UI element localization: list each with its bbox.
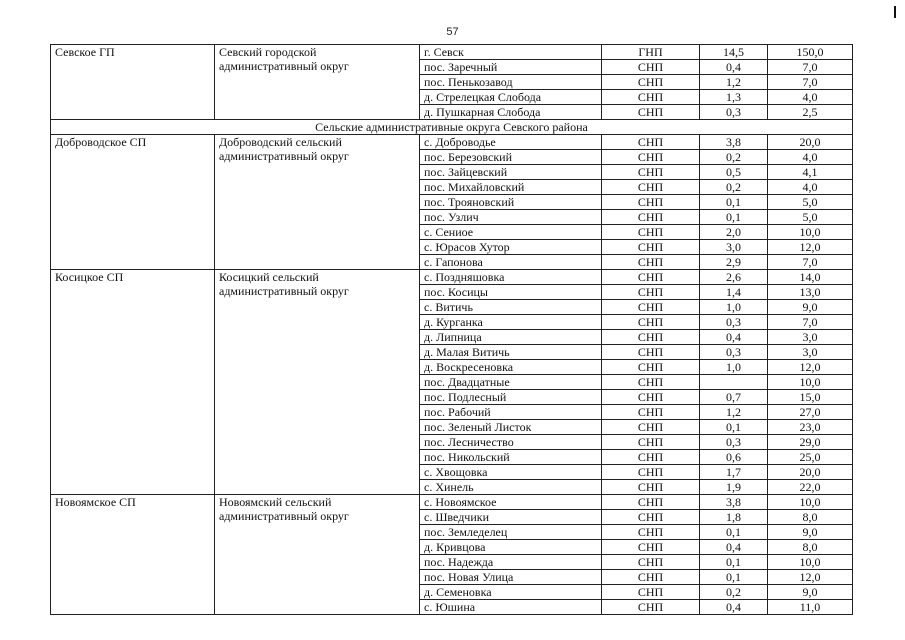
value-1-cell: 1,2 — [700, 75, 768, 90]
section-title: Сельские административные округа Севского района — [51, 120, 853, 135]
value-2-cell: 22,0 — [768, 480, 853, 495]
locality-type-cell: СНП — [602, 75, 700, 90]
value-2-cell: 15,0 — [768, 390, 853, 405]
locality-name-cell: пос. Новая Улица — [420, 570, 602, 585]
locality-name-cell: д. Воскресеновка — [420, 360, 602, 375]
value-2-cell: 9,0 — [768, 585, 853, 600]
value-1-cell: 0,3 — [700, 105, 768, 120]
value-2-cell: 8,0 — [768, 510, 853, 525]
value-1-cell: 3,8 — [700, 495, 768, 510]
value-2-cell: 7,0 — [768, 255, 853, 270]
locality-name-cell: с. Хинель — [420, 480, 602, 495]
value-2-cell: 5,0 — [768, 195, 853, 210]
locality-type-cell: СНП — [602, 420, 700, 435]
value-2-cell: 150,0 — [768, 45, 853, 60]
value-1-cell: 1,0 — [700, 360, 768, 375]
locality-name-cell: д. Стрелецкая Слобода — [420, 90, 602, 105]
value-2-cell: 7,0 — [768, 315, 853, 330]
locality-name-cell: с. Поздняшовка — [420, 270, 602, 285]
locality-name-cell: пос. Надежда — [420, 555, 602, 570]
value-2-cell: 23,0 — [768, 420, 853, 435]
locality-name-cell: д. Кривцова — [420, 540, 602, 555]
value-1-cell: 0,1 — [700, 570, 768, 585]
value-1-cell: 0,5 — [700, 165, 768, 180]
locality-type-cell: СНП — [602, 150, 700, 165]
locality-type-cell: СНП — [602, 480, 700, 495]
value-2-cell: 20,0 — [768, 135, 853, 150]
table-row — [51, 45, 853, 60]
locality-name-cell: пос. Заречный — [420, 60, 602, 75]
value-1-cell: 0,1 — [700, 555, 768, 570]
value-1-cell: 0,4 — [700, 540, 768, 555]
locality-type-cell: СНП — [602, 405, 700, 420]
value-2-cell: 9,0 — [768, 300, 853, 315]
locality-name-cell: д. Малая Витичь — [420, 345, 602, 360]
value-1-cell: 1,4 — [700, 285, 768, 300]
section-row — [51, 120, 853, 135]
locality-type-cell: СНП — [602, 135, 700, 150]
locality-name-cell: пос. Подлесный — [420, 390, 602, 405]
locality-name-cell: пос. Лесничество — [420, 435, 602, 450]
locality-type-cell: СНП — [602, 465, 700, 480]
locality-name-cell: пос. Березовский — [420, 150, 602, 165]
locality-type-cell: СНП — [602, 105, 700, 120]
admin-district-cell: Новоямский сельский административный округ — [215, 495, 420, 615]
locality-name-cell: с. Сениое — [420, 225, 602, 240]
locality-type-cell: СНП — [602, 375, 700, 390]
locality-name-cell: пос. Земледелец — [420, 525, 602, 540]
locality-type-cell: СНП — [602, 315, 700, 330]
value-1-cell: 0,6 — [700, 450, 768, 465]
locality-type-cell: СНП — [602, 390, 700, 405]
value-1-cell: 1,3 — [700, 90, 768, 105]
value-2-cell: 20,0 — [768, 465, 853, 480]
settlement-municipality-cell: Косицкое СП — [51, 270, 215, 495]
locality-type-cell: СНП — [602, 360, 700, 375]
locality-type-cell: СНП — [602, 195, 700, 210]
locality-name-cell: пос. Рабочий — [420, 405, 602, 420]
value-2-cell: 8,0 — [768, 540, 853, 555]
locality-name-cell: д. Курганка — [420, 315, 602, 330]
locality-type-cell: СНП — [602, 240, 700, 255]
locality-type-cell: СНП — [602, 285, 700, 300]
value-1-cell: 0,2 — [700, 180, 768, 195]
table-body — [51, 45, 853, 615]
value-1-cell — [700, 375, 768, 390]
locality-name-cell: д. Пушкарная Слобода — [420, 105, 602, 120]
locality-type-cell: СНП — [602, 330, 700, 345]
scan-edge-mark — [894, 6, 896, 18]
locality-name-cell: с. Хвощовка — [420, 465, 602, 480]
value-2-cell: 7,0 — [768, 60, 853, 75]
page-number: 57 — [446, 26, 459, 38]
value-2-cell: 3,0 — [768, 330, 853, 345]
table-row — [51, 135, 853, 150]
admin-district-cell: Косицкий сельский административный округ — [215, 270, 420, 495]
locality-name-cell: с. Новоямское — [420, 495, 602, 510]
value-1-cell: 0,3 — [700, 345, 768, 360]
locality-type-cell: СНП — [602, 555, 700, 570]
locality-type-cell: СНП — [602, 570, 700, 585]
value-2-cell: 12,0 — [768, 570, 853, 585]
value-2-cell: 5,0 — [768, 210, 853, 225]
value-2-cell: 12,0 — [768, 360, 853, 375]
value-2-cell: 4,0 — [768, 90, 853, 105]
value-1-cell: 2,9 — [700, 255, 768, 270]
locality-type-cell: СНП — [602, 60, 700, 75]
value-1-cell: 0,2 — [700, 585, 768, 600]
value-1-cell: 2,0 — [700, 225, 768, 240]
settlement-municipality-cell: Севское ГП — [51, 45, 215, 120]
value-1-cell: 14,5 — [700, 45, 768, 60]
locality-type-cell: СНП — [602, 510, 700, 525]
locality-type-cell: СНП — [602, 585, 700, 600]
locality-name-cell: пос. Зеленый Листок — [420, 420, 602, 435]
value-2-cell: 10,0 — [768, 225, 853, 240]
locality-type-cell: СНП — [602, 435, 700, 450]
value-1-cell: 0,3 — [700, 435, 768, 450]
value-1-cell: 0,2 — [700, 150, 768, 165]
value-2-cell: 3,0 — [768, 345, 853, 360]
locality-name-cell: с. Шведчики — [420, 510, 602, 525]
value-2-cell: 10,0 — [768, 495, 853, 510]
locality-type-cell: СНП — [602, 255, 700, 270]
value-2-cell: 2,5 — [768, 105, 853, 120]
value-2-cell: 4,0 — [768, 180, 853, 195]
value-1-cell: 2,6 — [700, 270, 768, 285]
value-2-cell: 14,0 — [768, 270, 853, 285]
locality-name-cell: с. Юрасов Хутор — [420, 240, 602, 255]
locality-name-cell: пос. Узлич — [420, 210, 602, 225]
value-2-cell: 12,0 — [768, 240, 853, 255]
admin-district-cell: Доброводский сельский административный округ — [215, 135, 420, 270]
value-1-cell: 1,0 — [700, 300, 768, 315]
value-2-cell: 11,0 — [768, 600, 853, 615]
locality-type-cell: СНП — [602, 525, 700, 540]
locality-type-cell: СНП — [602, 495, 700, 510]
value-1-cell: 1,8 — [700, 510, 768, 525]
value-1-cell: 0,1 — [700, 420, 768, 435]
value-1-cell: 0,1 — [700, 210, 768, 225]
value-1-cell: 3,8 — [700, 135, 768, 150]
value-1-cell: 0,4 — [700, 330, 768, 345]
table-row — [51, 495, 853, 510]
locality-type-cell: СНП — [602, 270, 700, 285]
locality-type-cell: ГНП — [602, 45, 700, 60]
locality-name-cell: пос. Михайловский — [420, 180, 602, 195]
table-row — [51, 270, 853, 285]
locality-type-cell: СНП — [602, 345, 700, 360]
value-2-cell: 27,0 — [768, 405, 853, 420]
settlement-municipality-cell: Доброводское СП — [51, 135, 215, 270]
value-1-cell: 1,2 — [700, 405, 768, 420]
locality-type-cell: СНП — [602, 210, 700, 225]
locality-name-cell: д. Семеновка — [420, 585, 602, 600]
value-2-cell: 9,0 — [768, 525, 853, 540]
value-2-cell: 29,0 — [768, 435, 853, 450]
value-1-cell: 0,4 — [700, 60, 768, 75]
admin-district-cell: Севский городской административный округ — [215, 45, 420, 120]
value-2-cell: 13,0 — [768, 285, 853, 300]
locality-type-cell: СНП — [602, 225, 700, 240]
locality-name-cell: пос. Двадцатные — [420, 375, 602, 390]
settlement-municipality-cell: Новоямское СП — [51, 495, 215, 615]
value-2-cell: 4,1 — [768, 165, 853, 180]
locality-type-cell: СНП — [602, 165, 700, 180]
value-2-cell: 7,0 — [768, 75, 853, 90]
value-1-cell: 1,9 — [700, 480, 768, 495]
locality-type-cell: СНП — [602, 300, 700, 315]
value-1-cell: 1,7 — [700, 465, 768, 480]
locality-name-cell: с. Юшина — [420, 600, 602, 615]
value-1-cell: 3,0 — [700, 240, 768, 255]
value-1-cell: 0,3 — [700, 315, 768, 330]
locality-name-cell: пос. Никольский — [420, 450, 602, 465]
value-2-cell: 25,0 — [768, 450, 853, 465]
value-2-cell: 4,0 — [768, 150, 853, 165]
locality-type-cell: СНП — [602, 180, 700, 195]
locality-type-cell: СНП — [602, 600, 700, 615]
locality-name-cell: с. Гапонова — [420, 255, 602, 270]
locality-name-cell: д. Липница — [420, 330, 602, 345]
locality-name-cell: пос. Косицы — [420, 285, 602, 300]
locality-name-cell: пос. Зайцевский — [420, 165, 602, 180]
locality-name-cell: г. Севск — [420, 45, 602, 60]
value-1-cell: 0,7 — [700, 390, 768, 405]
value-2-cell: 10,0 — [768, 375, 853, 390]
value-1-cell: 0,1 — [700, 195, 768, 210]
locality-type-cell: СНП — [602, 90, 700, 105]
value-1-cell: 0,1 — [700, 525, 768, 540]
locality-type-cell: СНП — [602, 540, 700, 555]
value-1-cell: 0,4 — [700, 600, 768, 615]
locality-type-cell: СНП — [602, 450, 700, 465]
locality-name-cell: с. Витичь — [420, 300, 602, 315]
locality-name-cell: пос. Трояновский — [420, 195, 602, 210]
locality-name-cell: с. Доброводье — [420, 135, 602, 150]
value-2-cell: 10,0 — [768, 555, 853, 570]
locality-name-cell: пос. Пенькозавод — [420, 75, 602, 90]
settlements-table — [50, 44, 853, 615]
